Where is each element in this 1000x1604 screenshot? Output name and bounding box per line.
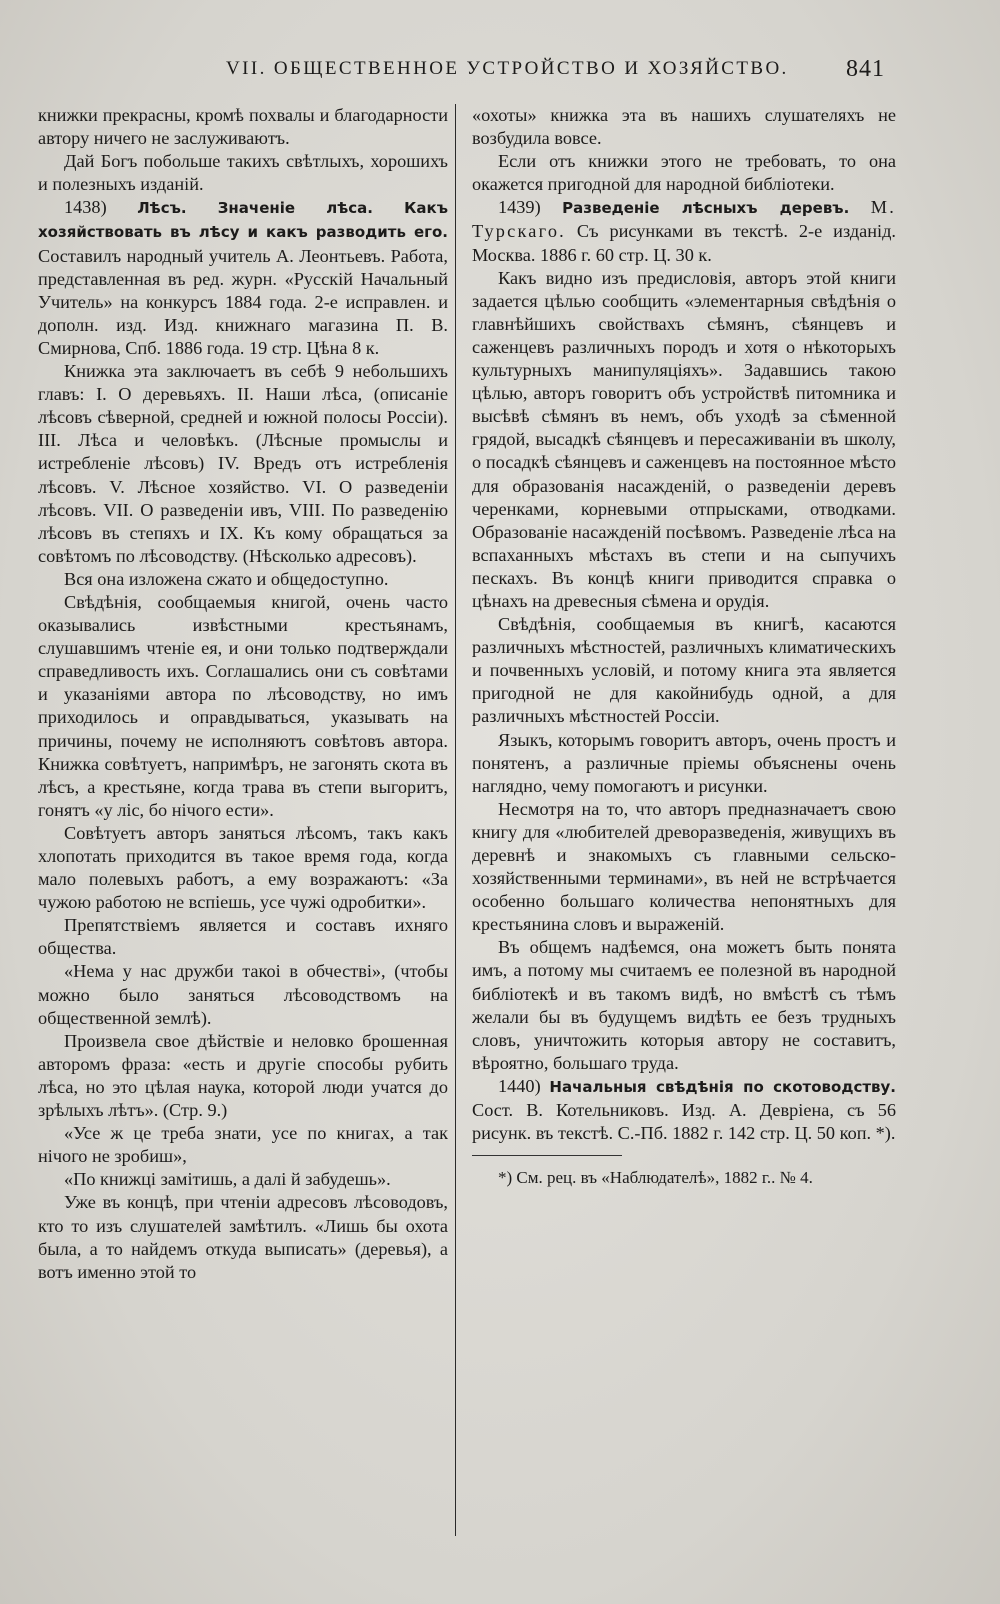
paragraph: «охоты» книжка эта въ нашихъ слушателяхъ не возбудила вовсе. — [472, 105, 896, 149]
entry-details: Сост. В. Котельниковъ. Изд. А. Девріена, съ 56 рисунк. въ текстѣ. С.-Пб. 1882 г. 142 стр. Ц. 50 коп. *). — [472, 1100, 896, 1144]
paragraph: Свѣдѣнія, сообщаемыя книгой, очень часто оказывались извѣстными крестьянамъ, слушавшимъ чтеніе ея, и они только подтверждали справедливость ихъ. Соглашались они съ совѣтами и указаніями автора по лѣсоводству, но имъ приходилось и оправдываться, указывать на причины, почему не исполняютъ совѣтовъ автора. Книжка совѣтуетъ, напримѣръ, не загонять скота въ лѣсъ, а крестьяне, когда трава въ степи выгоритъ, гонятъ «у ліс, бо нічого ести». — [38, 591, 448, 820]
running-header — [0, 56, 1000, 90]
entry-title: Лѣсъ. Значеніе лѣса. Какъ хозяйствовать въ лѣсу и какъ разводить его. — [38, 199, 448, 242]
paragraph: книжки прекрасны, кромѣ похвалы и благодарности автору ничего не заслуживаютъ. — [38, 105, 448, 149]
paragraph: Языкъ, которымъ говоритъ авторъ, очень простъ и понятенъ, а различные пріемы объяснены очень наглядно, чему помогаютъ и рисунки. — [472, 729, 896, 796]
entry-details: Съ рисунками въ текстѣ. 2-е изданід. Москва. 1886 г. 60 стр. Ц. 30 к. — [472, 221, 896, 265]
footnote-rule — [472, 1155, 622, 1156]
paragraph: Въ общемъ надѣемся, она можетъ быть понята имъ, а потому мы считаемъ ее полезной въ народной библіотекѣ и въ такомъ видѣ, но вмѣстѣ съ тѣмъ желали бы въ будущемъ видѣть ее безъ трудныхъ словъ, уничтожить которыя автору не составитъ, вѣроятно, большаго труда. — [472, 937, 896, 1073]
running-title: VII. ОБЩЕСТВЕННОЕ УСТРОЙСТВО И ХОЗЯЙСТВО. — [226, 58, 789, 79]
entry-number: 1440) — [498, 1075, 541, 1096]
entry-author: М. Турскаго. — [472, 197, 896, 242]
paragraph: Совѣтуетъ авторъ заняться лѣсомъ, такъ какъ хлопотать приходится въ такое время года, когда мало полевыхъ работъ, а ему возражаютъ: «За чужою работою не вспіешь, усе чужі одробитки». — [38, 822, 448, 913]
entry-number: 1438) — [64, 197, 107, 218]
entry-title: Начальныя свѣдѣнія по скотоводству. — [549, 1077, 896, 1096]
paragraph: Свѣдѣнія, сообщаемыя въ книгѣ, касаются различныхъ мѣстностей, различныхъ климатическихъ и почвенныхъ условій, и потому книга эта является пригодной не для какойнибудь одной, а для различныхъ мѣстностей Россіи. — [472, 614, 896, 727]
right-column — [472, 104, 896, 1189]
paragraph: «По книжці замітишь, а далі й забудешь». — [64, 1169, 391, 1190]
page-number: 841 — [846, 56, 885, 82]
paragraph: Дай Богъ побольше такихъ свѣтлыхъ, хорошихъ и полезныхъ изданій. — [38, 151, 448, 195]
paragraph: Уже въ концѣ, при чтеніи адресовъ лѣсоводовъ, кто то изъ слушателей замѣтилъ. «Лишь бы охота была, а то найдемъ откуда выписать» (деревья), а вотъ именно этой то — [38, 1192, 448, 1282]
paragraph: Вся она изложена сжато и общедоступно. — [64, 568, 389, 589]
left-column — [38, 104, 448, 1284]
footnote: *) См. рец. въ «Наблюдателѣ», 1882 г.. № 4. — [498, 1168, 813, 1188]
paragraph: Несмотря на то, что авторъ предназначаетъ свою книгу для «любителей древоразведенія, живущихъ въ деревнѣ и знакомыхъ съ главными сельско-хозяйственными терминами», въ ней не встрѣчается особенно большаго количества непонятныхъ для крестьянина словъ и выраженій. — [472, 798, 896, 935]
paragraph: Какъ видно изъ предисловія, авторъ этой книги задается цѣлью сообщить «элементарныя свѣдѣнія о главнѣйшихъ свойствахъ сѣмянъ, сѣянцевъ и саженцевъ различныхъ породъ и хотя о нѣкоторыхъ культурныхъ манипуляціяхъ». Задавшись такою цѣлью, авторъ говоритъ объ устройствѣ питомника и высѣвѣ сѣмянъ въ немъ, объ уходѣ за сѣменной грядой, высадкѣ сѣянцевъ и пересаживаніи въ школу, о посадкѣ сѣянцевъ и саженцевъ на постоянное мѣсто для образованія насажденій, о разведеніи деревъ черенками, корневыми отпрысками, отводками. Образованіе насажденій посѣвомъ. Разведеніе лѣса на вспаханныхъ мѣстахъ въ степи и на сыпучихъ пескахъ. Въ концѣ книги приводится справка о цѣнахъ на древесныя сѣмена и орудія. — [472, 267, 896, 611]
entry-details: Составилъ народный учитель А. Леонтьевъ. Работа, представленная въ ред. журн. «Русскій Начальный Учитель» на конкурсъ 1884 года. 2-е исправлен. и дополн. изд. Изд. книжнаго магазина П. В. Смирнова, Спб. 1886 года. 19 стр. Цѣна 8 к. — [38, 245, 448, 358]
paragraph: Если отъ книжки этого не требовать, то она окажется пригодной для народной библіотеки. — [472, 151, 896, 195]
entry-1439 — [472, 196, 896, 266]
entry-title: Разведеніе лѣсныхъ деревъ. — [562, 199, 850, 218]
column-divider — [455, 104, 456, 1536]
paragraph: Произвела свое дѣйствіе и неловко брошенная авторомъ фраза: «есть и другіе способы рубить лѣса, но это цѣлая наука, которой люди учатся до зрѣлыхъ лѣтъ». (Стр. 9.) — [38, 1030, 448, 1121]
paragraph: Книжка эта заключаетъ въ себѣ 9 небольшихъ главъ: I. О деревьяхъ. II. Наши лѣса, (описаніе лѣсовъ сѣверной, средней и южной полосы Россіи). III. Лѣса и человѣкъ. (Лѣсные промыслы и истребленіе лѣсовъ) IV. Вредъ отъ истребленія лѣсовъ. V. Лѣсное хозяйство. VI. О разведеніи лѣсовъ. VII. О разведеніи ивъ, VIII. По разведенію лѣсовъ въ степяхъ и IX. Къ кому обращаться за совѣтомъ по лѣсоводству. (Нѣсколько адресовъ). — [38, 361, 448, 566]
entry-1438 — [38, 196, 448, 360]
entry-1440 — [472, 1075, 896, 1145]
paragraph: «Усе ж це треба знати, усе по книгах, а так нічого не зробиш», — [38, 1123, 448, 1167]
entry-number: 1439) — [498, 197, 541, 218]
paragraph: «Нема у нас дружби такоі в обчестві», (чтобы можно было заняться лѣсоводствомъ на общественной землѣ). — [38, 961, 448, 1028]
paragraph: Препятствіемъ является и составъ ихняго общества. — [38, 915, 448, 959]
